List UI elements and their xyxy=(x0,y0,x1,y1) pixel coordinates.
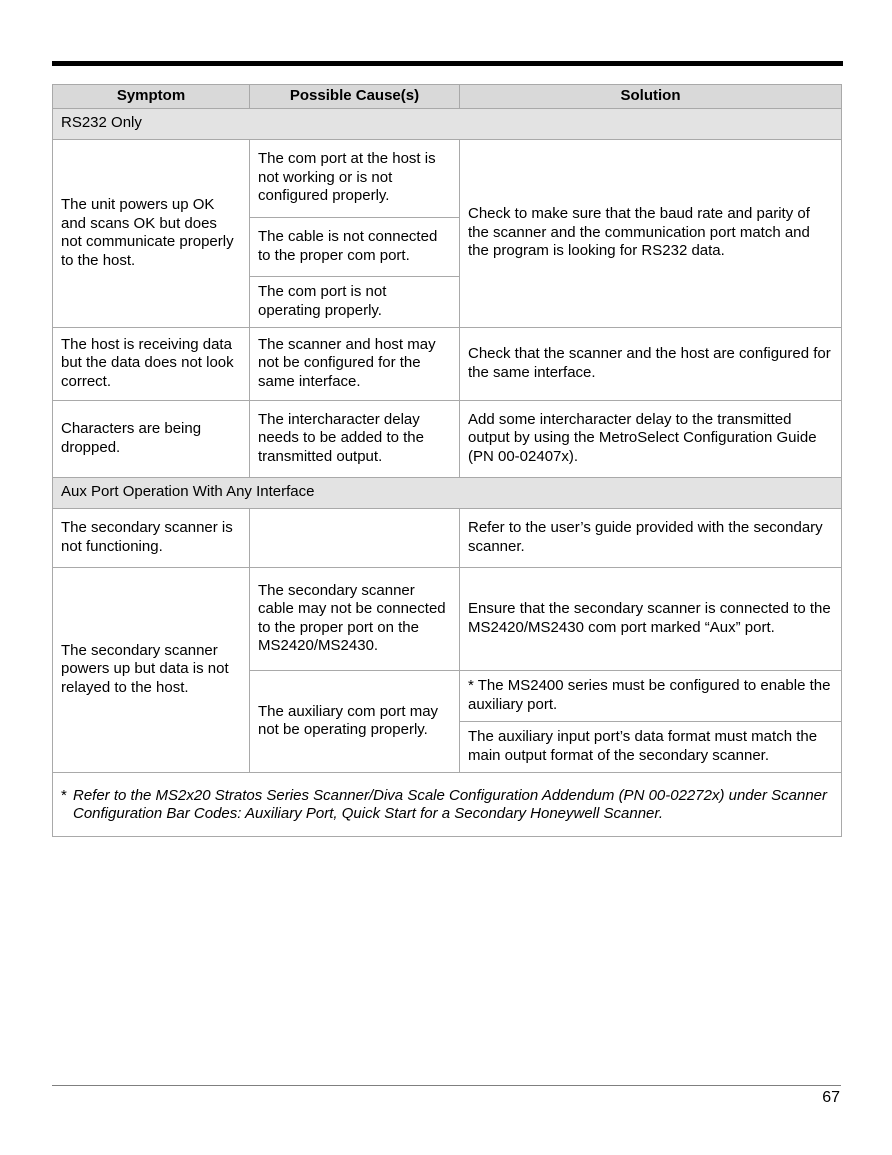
symptom-cell: The host is receiving data but the data does not look correct. xyxy=(53,327,250,400)
table-row xyxy=(53,327,842,400)
top-rule xyxy=(52,61,843,66)
header-symptom: Symptom xyxy=(53,85,250,109)
cause-cell: The secondary scanner cable may not be connected to the proper port on the MS2420/MS2430. xyxy=(250,567,460,670)
solution-cell: Check that the scanner and the host are configured for the same interface. xyxy=(460,327,842,400)
solution-cell: * The MS2400 series must be configured to enable the auxiliary port. xyxy=(460,670,842,721)
troubleshooting-table xyxy=(52,84,842,837)
section-title-aux: Aux Port Operation With Any Interface xyxy=(53,477,842,508)
section-row-rs232 xyxy=(53,108,842,139)
cause-cell: The cable is not connected to the proper com port. xyxy=(250,217,460,276)
section-row-aux xyxy=(53,477,842,508)
symptom-cell: The secondary scanner is not functioning. xyxy=(53,508,250,567)
cause-cell: The com port is not operating properly. xyxy=(250,276,460,327)
footer-rule xyxy=(52,1085,841,1086)
solution-cell: Check to make sure that the baud rate and parity of the scanner and the communication port match and the program is looking for RS232 data. xyxy=(460,139,842,327)
symptom-cell: The unit powers up OK and scans OK but does not communicate properly to the host. xyxy=(53,139,250,327)
symptom-cell: The secondary scanner powers up but data is not relayed to the host. xyxy=(53,567,250,772)
section-title-rs232: RS232 Only xyxy=(53,108,842,139)
cause-cell: The com port at the host is not working or is not configured properly. xyxy=(250,139,460,217)
table-header-row xyxy=(53,85,842,109)
symptom-cell: Characters are being dropped. xyxy=(53,400,250,477)
page-number: 67 xyxy=(822,1089,840,1106)
footnote-row xyxy=(53,772,842,836)
solution-cell: Add some intercharacter delay to the transmitted output by using the MetroSelect Configuration Guide (PN 00-02407x). xyxy=(460,400,842,477)
cause-cell: The intercharacter delay needs to be added to the transmitted output. xyxy=(250,400,460,477)
footnote-text: Refer to the MS2x20 Stratos Series Scanner/Diva Scale Configuration Addendum (PN 00-02272x) under Scanner Configuration Bar Codes: Auxiliary Port, Quick Start for a Secondary Honeywell Scanner. xyxy=(73,786,828,822)
cause-cell: The auxiliary com port may not be operating properly. xyxy=(250,670,460,772)
table-row xyxy=(53,400,842,477)
solution-cell: Refer to the user’s guide provided with the secondary scanner. xyxy=(460,508,842,567)
header-solution: Solution xyxy=(460,85,842,109)
table-row xyxy=(53,139,842,217)
header-possible-causes: Possible Cause(s) xyxy=(250,85,460,109)
table-row xyxy=(53,508,842,567)
cause-cell xyxy=(250,508,460,567)
footnote-cell xyxy=(53,772,842,836)
solution-cell: Ensure that the secondary scanner is connected to the MS2420/MS2430 com port marked “Aux” port. xyxy=(460,567,842,670)
table-row xyxy=(53,567,842,670)
cause-cell: The scanner and host may not be configured for the same interface. xyxy=(250,327,460,400)
footnote-marker: * xyxy=(61,786,67,804)
solution-cell: The auxiliary input port’s data format must match the main output format of the secondary scanner. xyxy=(460,721,842,772)
